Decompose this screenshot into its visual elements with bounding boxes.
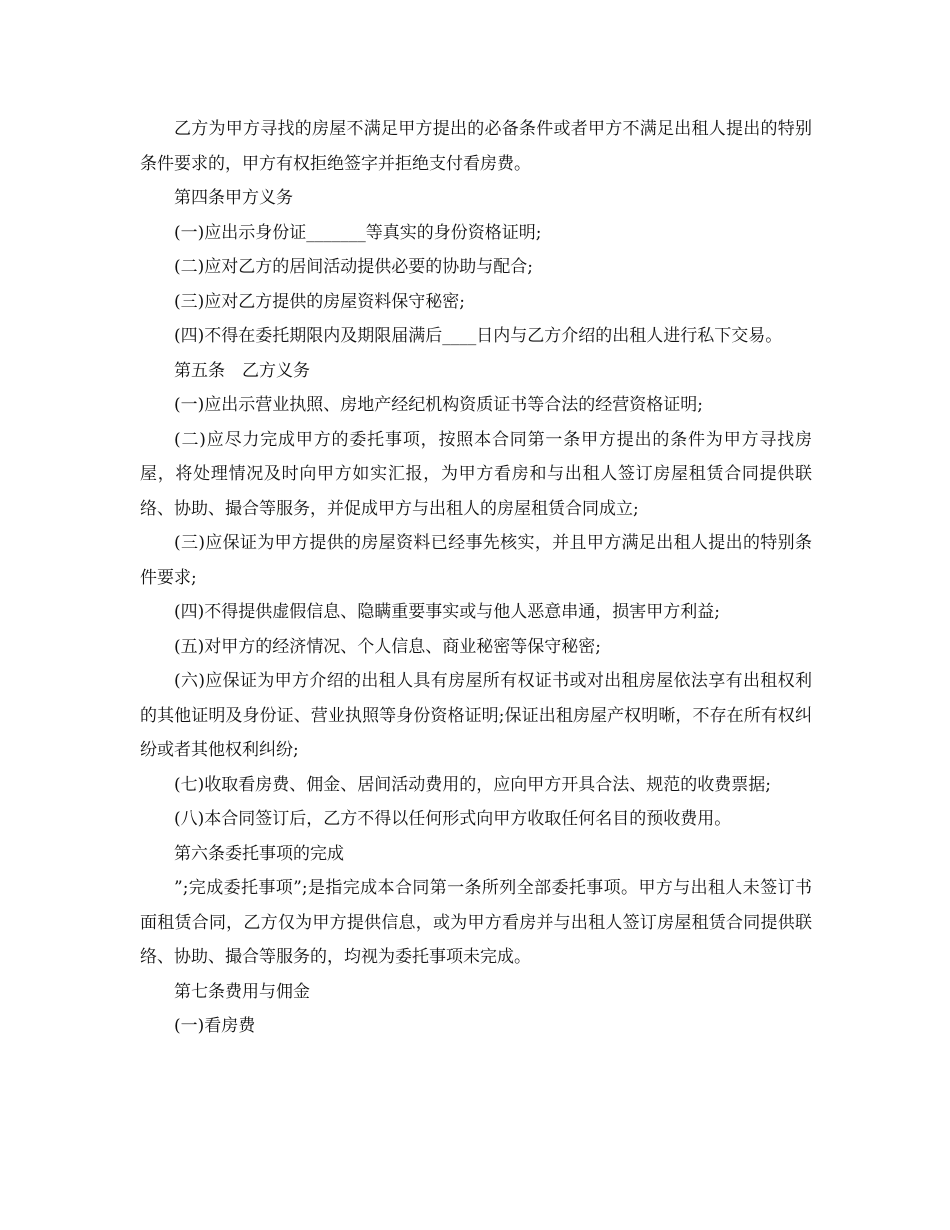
heading-article-6: 第六条委托事项的完成 <box>174 843 344 864</box>
clause-7-1: (一)看房费 <box>174 1016 256 1036</box>
clause-4-3: (三)应对乙方提供的房屋资料保守秘密; <box>174 291 465 312</box>
heading-article-4: 第四条甲方义务 <box>174 188 293 208</box>
clause-5-8: (八)本合同签订后，乙方不得以任何形式向甲方收取任何名目的预收费用。 <box>174 809 732 829</box>
clause-5-5: (五)对甲方的经济情况、个人信息、商业秘密等保守秘密; <box>174 636 601 657</box>
clause-5-2: (二)应尽力完成甲方的委托事项，按照本合同第一条甲方提出的条件为甲方寻找房屋，将处理情况及时向甲方如实汇报，为甲方看房和与出租人签订房屋租赁合同提供联络、协助、撮合等服务，并促成甲方与出租人的房屋租赁合同成立; <box>140 429 812 519</box>
paragraph-yifang-housing-conditions: 乙方为甲方寻找的房屋不满足甲方提出的必备条件或者甲方不满足出租人提出的特别条件要求的，甲方有权拒绝签字并拒绝支付看房费。 <box>140 119 812 174</box>
clause-5-4: (四)不得提供虚假信息、隐瞒重要事实或与他人恶意串通，损害甲方利益; <box>174 602 720 622</box>
heading-article-7: 第七条费用与佣金 <box>174 981 310 1002</box>
clause-5-7: (七)收取看房费、佣金、居间活动费用的，应向甲方开具合法、规范的收费票据; <box>174 774 771 795</box>
clause-4-4: (四)不得在委托期限内及期限届满后____日内与乙方介绍的出租人进行私下交易。 <box>174 326 783 346</box>
clause-4-2: (二)应对乙方的居间活动提供必要的协助与配合; <box>174 257 533 277</box>
clause-5-3: (三)应保证为甲方提供的房屋资料已经事先核实，并且甲方满足出租人提出的特别条件要求; <box>140 533 812 588</box>
clause-5-1: (一)应出示营业执照、房地产经纪机构资质证书等合法的经营资格证明; <box>174 395 703 415</box>
clause-4-1: (一)应出示身份证_______等真实的身份资格证明; <box>174 222 542 243</box>
document-body <box>140 112 812 1044</box>
heading-article-5: 第五条 乙方义务 <box>174 360 310 381</box>
clause-5-6: (六)应保证为甲方介绍的出租人具有房屋所有权证书或对出租房屋依法享有出租权利的其他证明及身份证、营业执照等身份资格证明;保证出租房屋产权明晰，不存在所有权纠纷或者其他权利纠纷; <box>140 671 812 760</box>
clause-6-definition: ”;完成委托事项”;是指完成本合同第一条所列全部委托事项。甲方与出租人未签订书面租赁合同，乙方仅为甲方提供信息，或为甲方看房并与出租人签订房屋租赁合同提供联络、协助、撮合等服务的，均视为委托事项未完成。 <box>140 878 812 967</box>
